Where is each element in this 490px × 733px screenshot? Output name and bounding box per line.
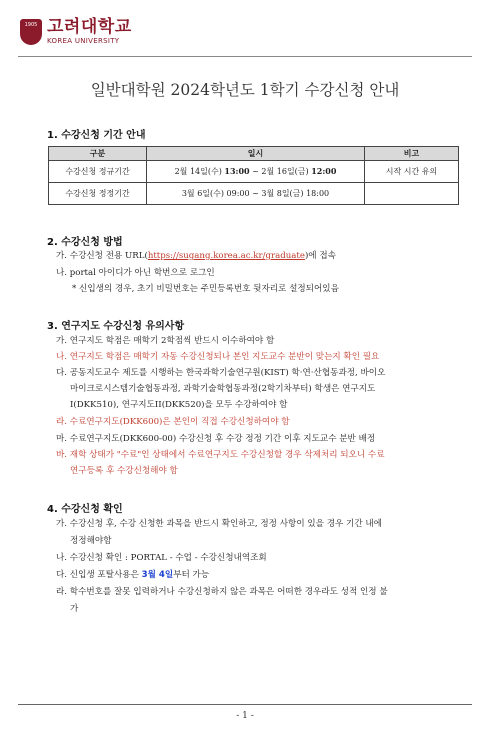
table-header-row [49, 147, 459, 161]
research-item-1: 가. 연구지도 학점은 매학기 2학점씩 반드시 이수하여야 함 [56, 336, 275, 346]
footer-divider [18, 704, 472, 705]
research-item-2: 나. 연구지도 학점은 매학기 자동 수강신청되나 본인 지도교수 분반이 맞는지 확인 필요 [56, 352, 380, 362]
method-item-1: 가. 수강신청 전용 URL(https://sugang.korea.ac.kr/graduate)에 접속 [56, 251, 336, 261]
row-note: 시작 시간 유의 [365, 161, 459, 183]
header-note: 비고 [365, 147, 459, 161]
header-type: 구분 [49, 147, 147, 161]
research-item-3-cont: 마이크로시스템기술협동과정, 과학기술학협동과정(2학기차부터) 학생은 연구지도 [70, 384, 376, 394]
confirm-item-1: 가. 수강신청 후, 수강 신청한 과목을 반드시 확인하고, 정정 사항이 있을 경우 기간 내에 [56, 519, 382, 529]
row-type: 수강신청 정정기간 [49, 183, 147, 205]
confirm-item-4-cont: 가 [70, 604, 79, 614]
row-note [365, 183, 459, 205]
section-2-heading: 2. 수강신청 방법 [47, 237, 123, 248]
portal-start-date: 3월 4일 [141, 570, 174, 580]
confirm-item-4: 라. 학수번호를 잘못 입력하거나 수강신청하지 않은 과목은 어떠한 경우라도 성적 인정 불 [56, 587, 388, 597]
research-item-4: 라. 수료연구지도(DKK600)은 본인이 직접 수강신청하여야 함 [56, 417, 290, 427]
section-1-heading: 1. 수강신청 기간 안내 [47, 130, 146, 141]
research-item-6: 바. 재학 상태가 "수료"인 상태에서 수료연구지도 수강신청할 경우 삭제처리 되오니 수료 [56, 450, 385, 460]
university-logo [47, 19, 132, 45]
university-seal-icon: 1905 [20, 19, 42, 45]
method-note: * 신입생의 경우, 초기 비밀번호는 주민등록번호 뒷자리로 설정되어있음 [72, 284, 339, 294]
research-item-5: 마. 수료연구지도(DKK600-00) 수강신청 후 수강 정정 기간 이후 지도교수 분반 배정 [56, 434, 376, 444]
research-item-3: 다. 공동지도교수 제도를 시행하는 한국과학기술연구원(KIST) 학·연·산협동과정, 바이오 [56, 368, 386, 378]
page-title: 일반대학원 2024학년도 1학기 수강신청 안내 [90, 81, 400, 99]
row-date: 3월 6일(수) 09:00 ~ 3월 8일(금) 18:00 [147, 183, 365, 205]
research-item-3-cont2: I(DKK510), 연구지도II(DKK520)을 모두 수강하여야 함 [70, 400, 288, 410]
research-item-6-cont: 연구등록 후 수강신청해야 함 [70, 466, 178, 476]
table-row [49, 161, 459, 183]
header-divider [18, 56, 472, 57]
section-4-heading: 4. 수강신청 확인 [47, 504, 123, 515]
row-type: 수강신청 정규기간 [49, 161, 147, 183]
confirm-item-3: 다. 신입생 포탈사용은 3월 4일부터 가능 [56, 570, 210, 580]
page-number: - 1 - [236, 711, 254, 721]
schedule-table [48, 146, 459, 205]
header-date: 일시 [147, 147, 365, 161]
header [20, 14, 132, 50]
confirm-item-1-cont: 정정해야함 [70, 536, 112, 546]
logo-english: KOREA UNIVERSITY [47, 37, 120, 45]
row-date: 2월 14일(수) 13:00 ~ 2월 16일(금) 12:00 [147, 161, 365, 183]
method-item-2: 나. portal 아이디가 아닌 학번으로 로그인 [56, 268, 215, 278]
table-row [49, 183, 459, 205]
logo-korean: 고려대학교 [47, 17, 132, 37]
section-3-heading: 3. 연구지도 수강신청 유의사항 [47, 321, 185, 332]
confirm-item-2: 나. 수강신청 확인 : PORTAL - 수업 - 수강신청내역조회 [56, 553, 267, 563]
sugang-url-link[interactable]: https://sugang.korea.ac.kr/graduate [147, 251, 305, 261]
